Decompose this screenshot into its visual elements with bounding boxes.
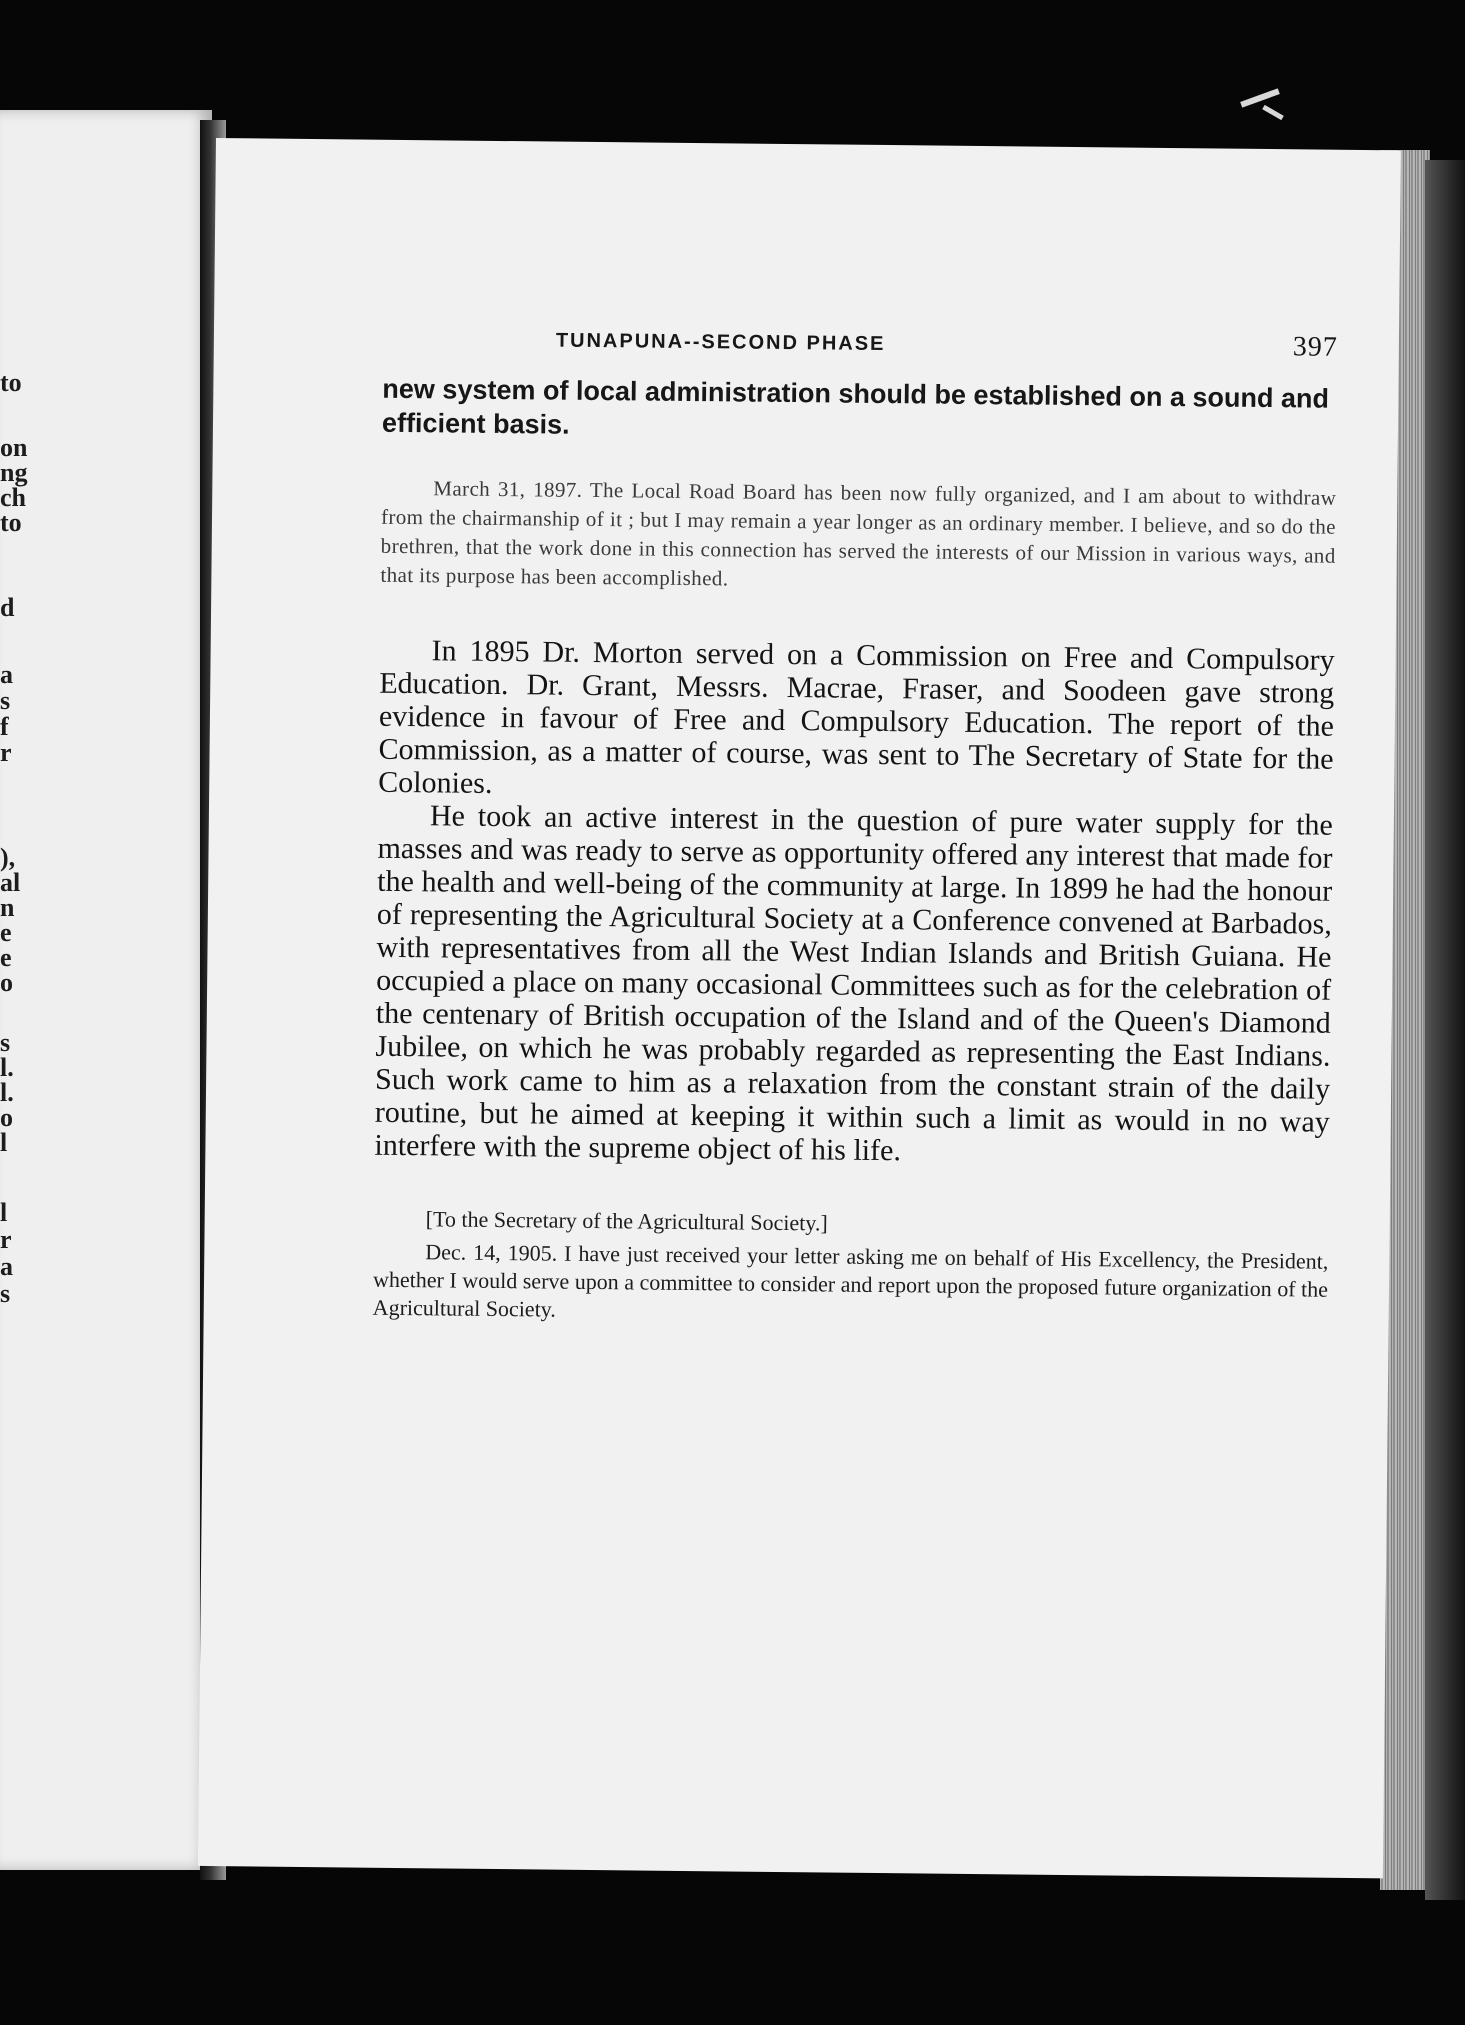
facing-page-line: n <box>0 893 15 922</box>
facing-page-line: to <box>0 368 22 397</box>
facing-page-line: o <box>0 1103 13 1132</box>
facing-page-line: al <box>0 868 21 897</box>
facing-page-line: r <box>0 738 12 767</box>
facing-page-line: s <box>0 1028 11 1057</box>
letter-paragraph: Dec. 14, 1905. I have just received your letter asking me on behalf of His Excellency, the President, whether I would serve upon a committee to consider and report upon the proposed future organization of the Agricultural Society. <box>372 1239 1329 1322</box>
facing-page-line: ch <box>0 483 26 512</box>
facing-page-line: o <box>0 968 13 997</box>
facing-page-line: r <box>0 1225 12 1254</box>
facing-page-line: l. <box>0 1078 14 1107</box>
diary-quote: March 31, 1897. The Local Road Board has been now fully organized, and I am about to withdraw from the chairmanship of it ; but I may remain a year longer as an ordinary member. I believe, and so do the brethren, that the work done in this connection has served the interests of our Mission in various ways, and that its purpose has been accomplished. <box>380 476 1337 591</box>
facing-page-line: s <box>0 1279 11 1308</box>
facing-page-line: e <box>0 943 12 972</box>
letter-heading: [To the Secretary of the Agricultural Society.] <box>425 1206 828 1236</box>
facing-page-line: s <box>0 686 11 715</box>
facing-page-line: a <box>0 660 13 689</box>
facing-page-line: f <box>0 712 9 741</box>
facing-page-line: e <box>0 918 12 947</box>
facing-page-line: l <box>0 1128 8 1157</box>
facing-page-line: to <box>0 508 22 537</box>
running-title: TUNAPUNA--SECOND PHASE <box>555 329 886 356</box>
facing-page-line: a <box>0 1252 13 1281</box>
page-text-block <box>373 328 1338 1332</box>
facing-page-line: on <box>0 433 28 462</box>
facing-page-line: l. <box>0 1053 14 1082</box>
page-edge-shadow <box>1425 160 1465 1900</box>
facing-page-line: l <box>0 1198 8 1227</box>
book-page <box>198 138 1401 1878</box>
facing-page-fragment <box>0 110 212 1870</box>
body-paragraph: He took an active interest in the question of pure water supply for the masses and was ready to serve as opportunity offered any interest that made for the health and well-being of the community at large. In 1899 he had the honour of representing the Agricultural Society at a Conference convened at Barbados, with representatives from all the West Indian Islands and British Guiana. He occupied a place on many occasional Committees such as for the celebration of the centenary of British occupation of the Island and of the Queen's Diamond Jubilee, on which he was probably regarded as representing the East Indians. Such work came to him as a relaxation from the constant strain of the daily routine, but he aimed at keeping it within such a limit as would in no way interfere with the supreme object of his life. <box>374 799 1334 1168</box>
body-paragraph: In 1895 Dr. Morton served on a Commission on Free and Compulsory Education. Dr. Grant, Messrs. Macrae, Fraser, and Soodeen gave strong evidence in favour of Free and Compulsory Education. The report of the Commission, as a matter of course, was sent to The Secretary of State for the Colonies. <box>378 634 1335 800</box>
page-number: 397 <box>1292 331 1339 363</box>
facing-page-line: ng <box>0 458 28 487</box>
lead-paragraph: new system of local administration should be established on a sound and efficient basis. <box>381 373 1330 440</box>
facing-page-line: d <box>0 593 15 622</box>
facing-page-line: ), <box>0 843 16 872</box>
